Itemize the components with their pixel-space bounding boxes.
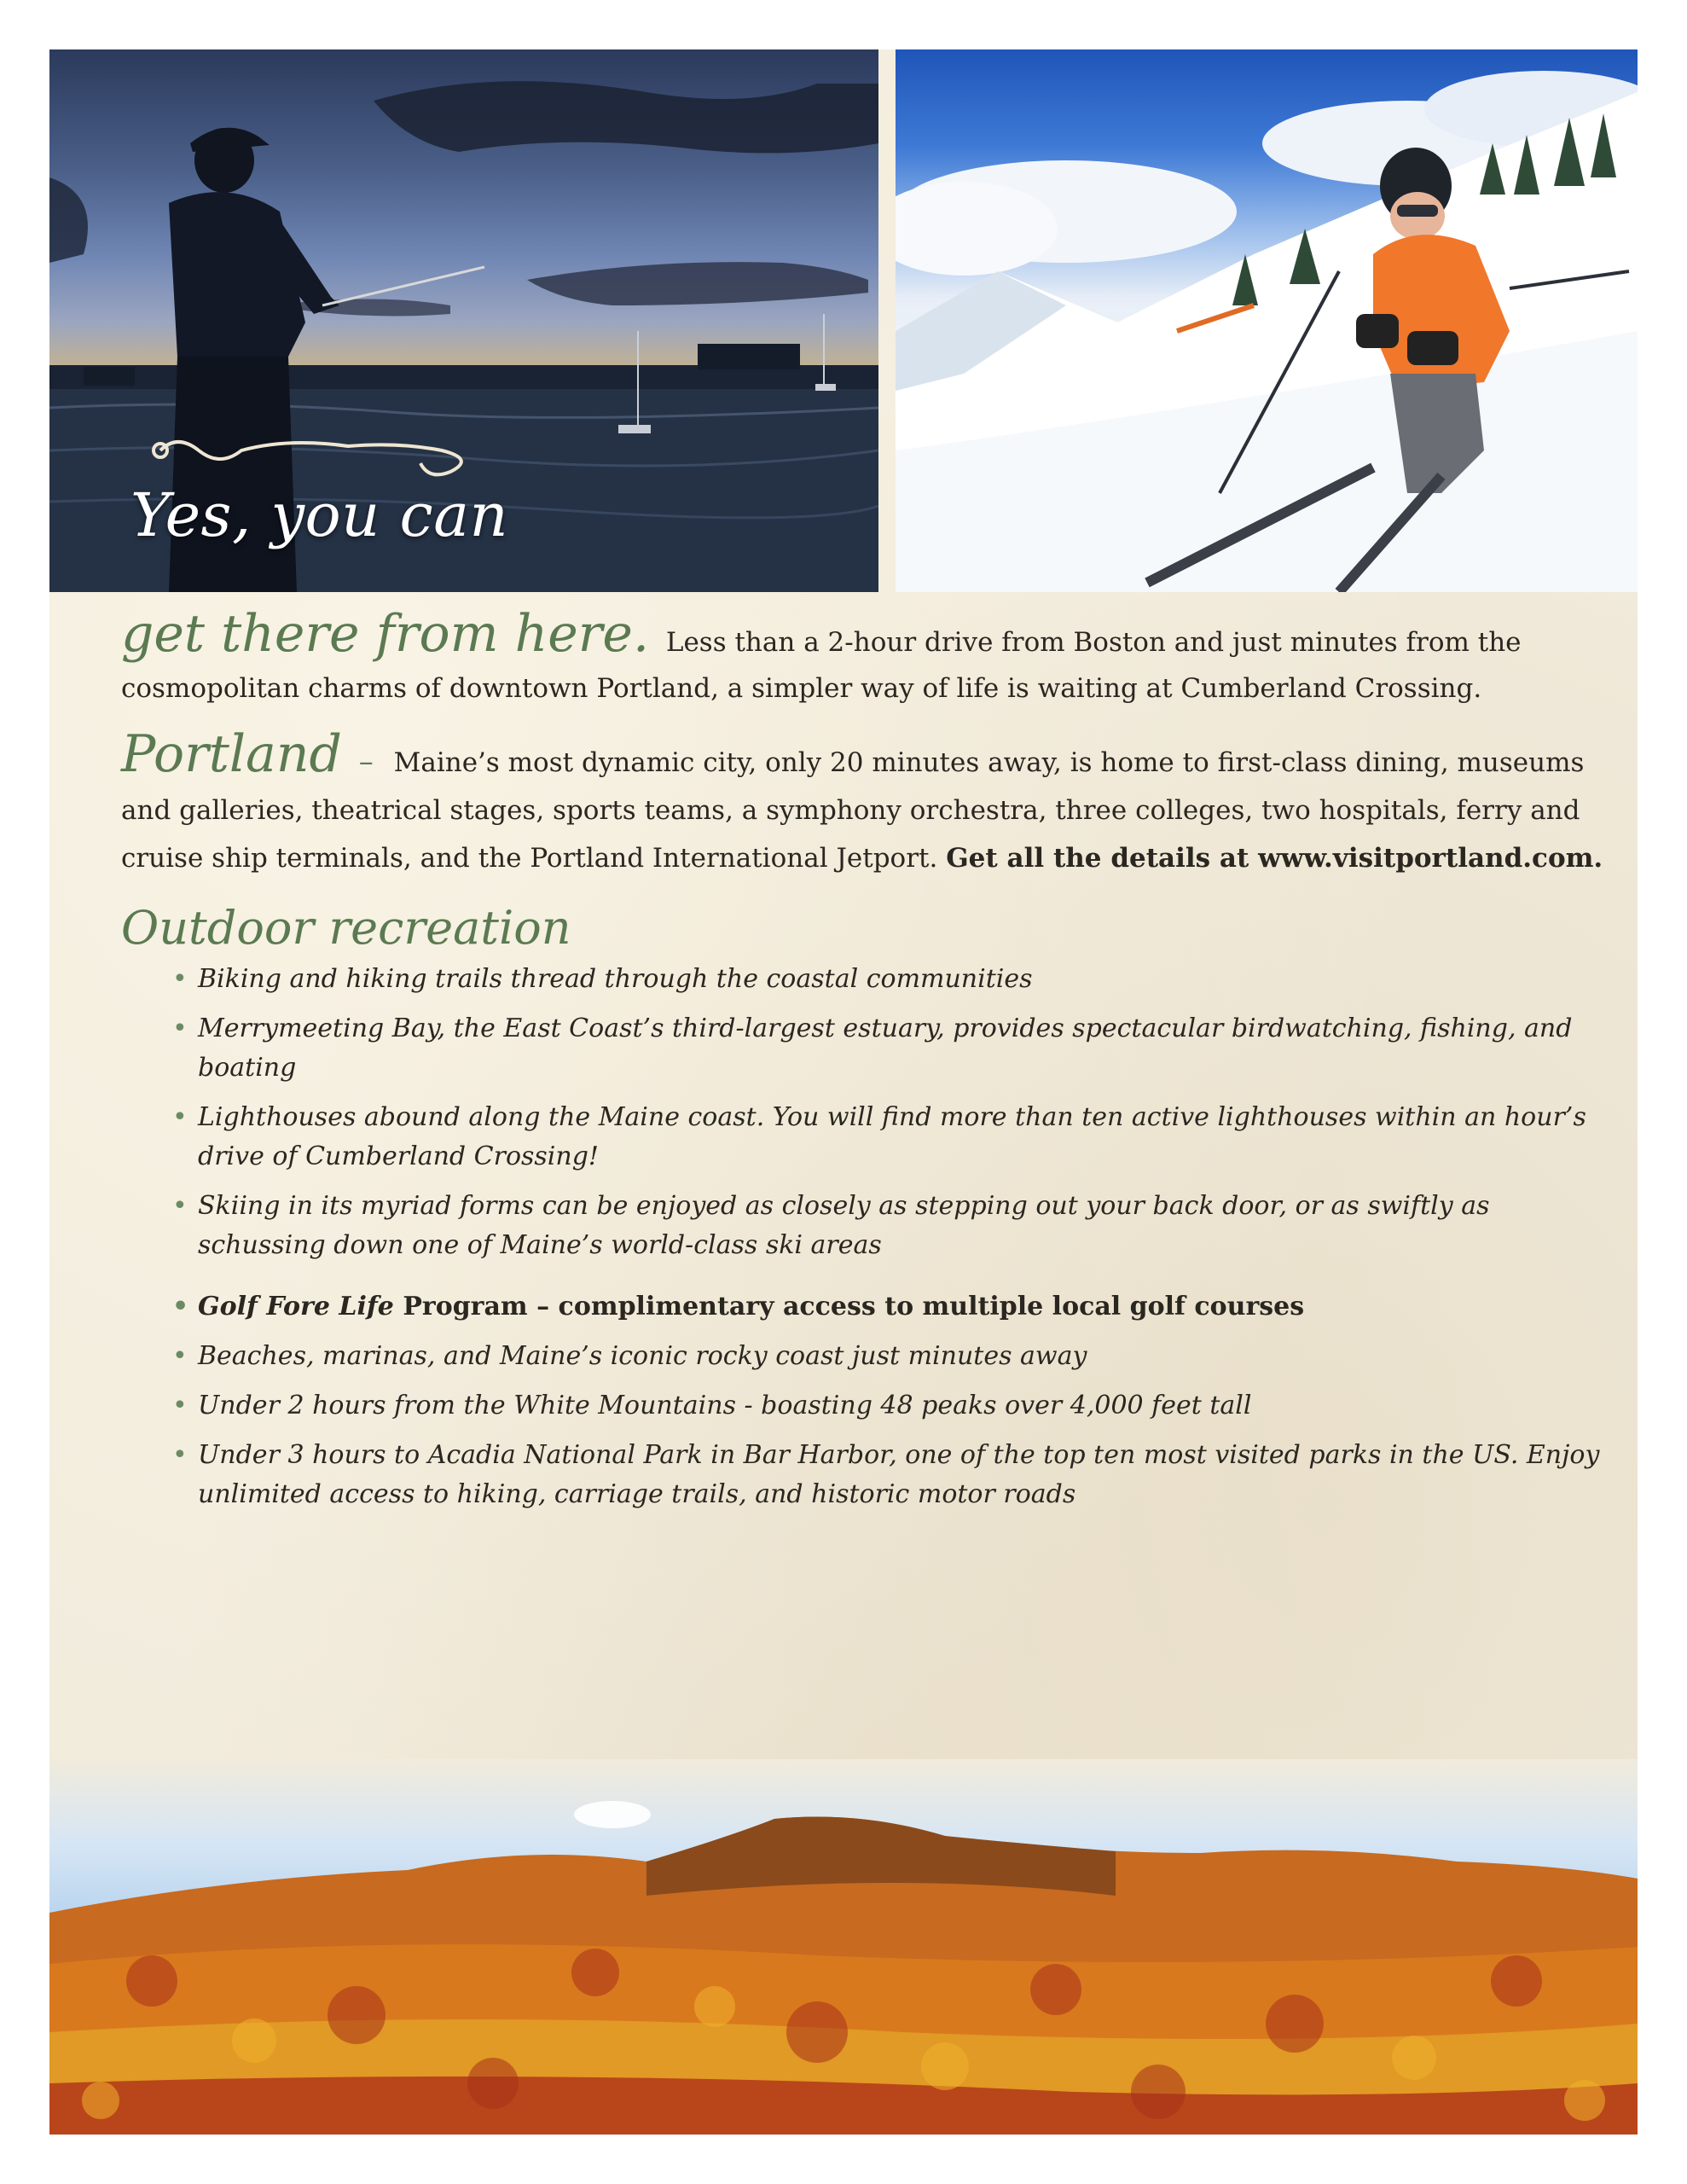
outdoor-title: Outdoor recreation [121,901,571,955]
skiing-photo [896,49,1638,592]
portland-dash: – [358,745,374,779]
list-item: • Biking and hiking trails thread through the coastal communities [172,960,1622,999]
outdoor-list [121,960,1622,1514]
headline: Yes, you can [130,480,509,550]
autumn-scene-graphic [49,1759,1638,2135]
fishing-photo [49,49,878,592]
intro-text: Less than a 2-hour drive from Boston and just minutes from the cosmopolitan charms of downtown Portland, a simpler way of life is waiting at Cumberland Crossing. [121,627,1522,704]
intro-paragraph [121,604,1622,712]
list-item-golf [172,1287,1622,1327]
golf-program-text: Program – complimentary access to multiple local golf courses [403,1292,1305,1321]
list-item: • Under 3 hours to Acadia National Park in Bar Harbor, one of the top ten most visited parks in the US. Enjoy unlimited access to hiking, carriage trails, and historic motor roads [172,1436,1622,1514]
portland-text: Maine’s most dynamic city, only 20 minutes away, is home to first-class dining, museums and galleries, theatrical stages, sports teams, a symphony orchestra, three colleges, two hospitals, ferry and cruise ship terminals, and the Portland International Jetport. [121,747,1585,874]
list-item: • Beaches, marinas, and Maine’s iconic rocky coast just minutes away [172,1337,1622,1376]
autumn-hills-photo [49,1759,1638,2135]
intro-lead: get there from here. [121,604,650,664]
portland-cta: Get all the details at www.visitportland.com. [946,843,1603,874]
list-item: • Under 2 hours from the White Mountains - boasting 48 peaks over 4,000 feet tall [172,1386,1622,1426]
body-content [121,604,1622,1525]
portland-paragraph [121,724,1622,882]
golf-program-name: Golf Fore Life [198,1292,394,1321]
portland-lead: Portland [121,724,342,784]
page [49,49,1638,2135]
list-item: • Skiing in its myriad forms can be enjoyed as closely as stepping out your back door, or as swiftly as schussing down one of Maine’s world-class ski areas [172,1187,1622,1265]
list-item: • Lighthouses abound along the Maine coast. You will find more than ten active lighthouses within an hour’s drive of Cumberland Crossing! [172,1098,1622,1176]
list-item: • Merrymeeting Bay, the East Coast’s third-largest estuary, provides spectacular birdwatching, fishing, and boating [172,1009,1622,1088]
skiing-scene-graphic [896,49,1638,592]
